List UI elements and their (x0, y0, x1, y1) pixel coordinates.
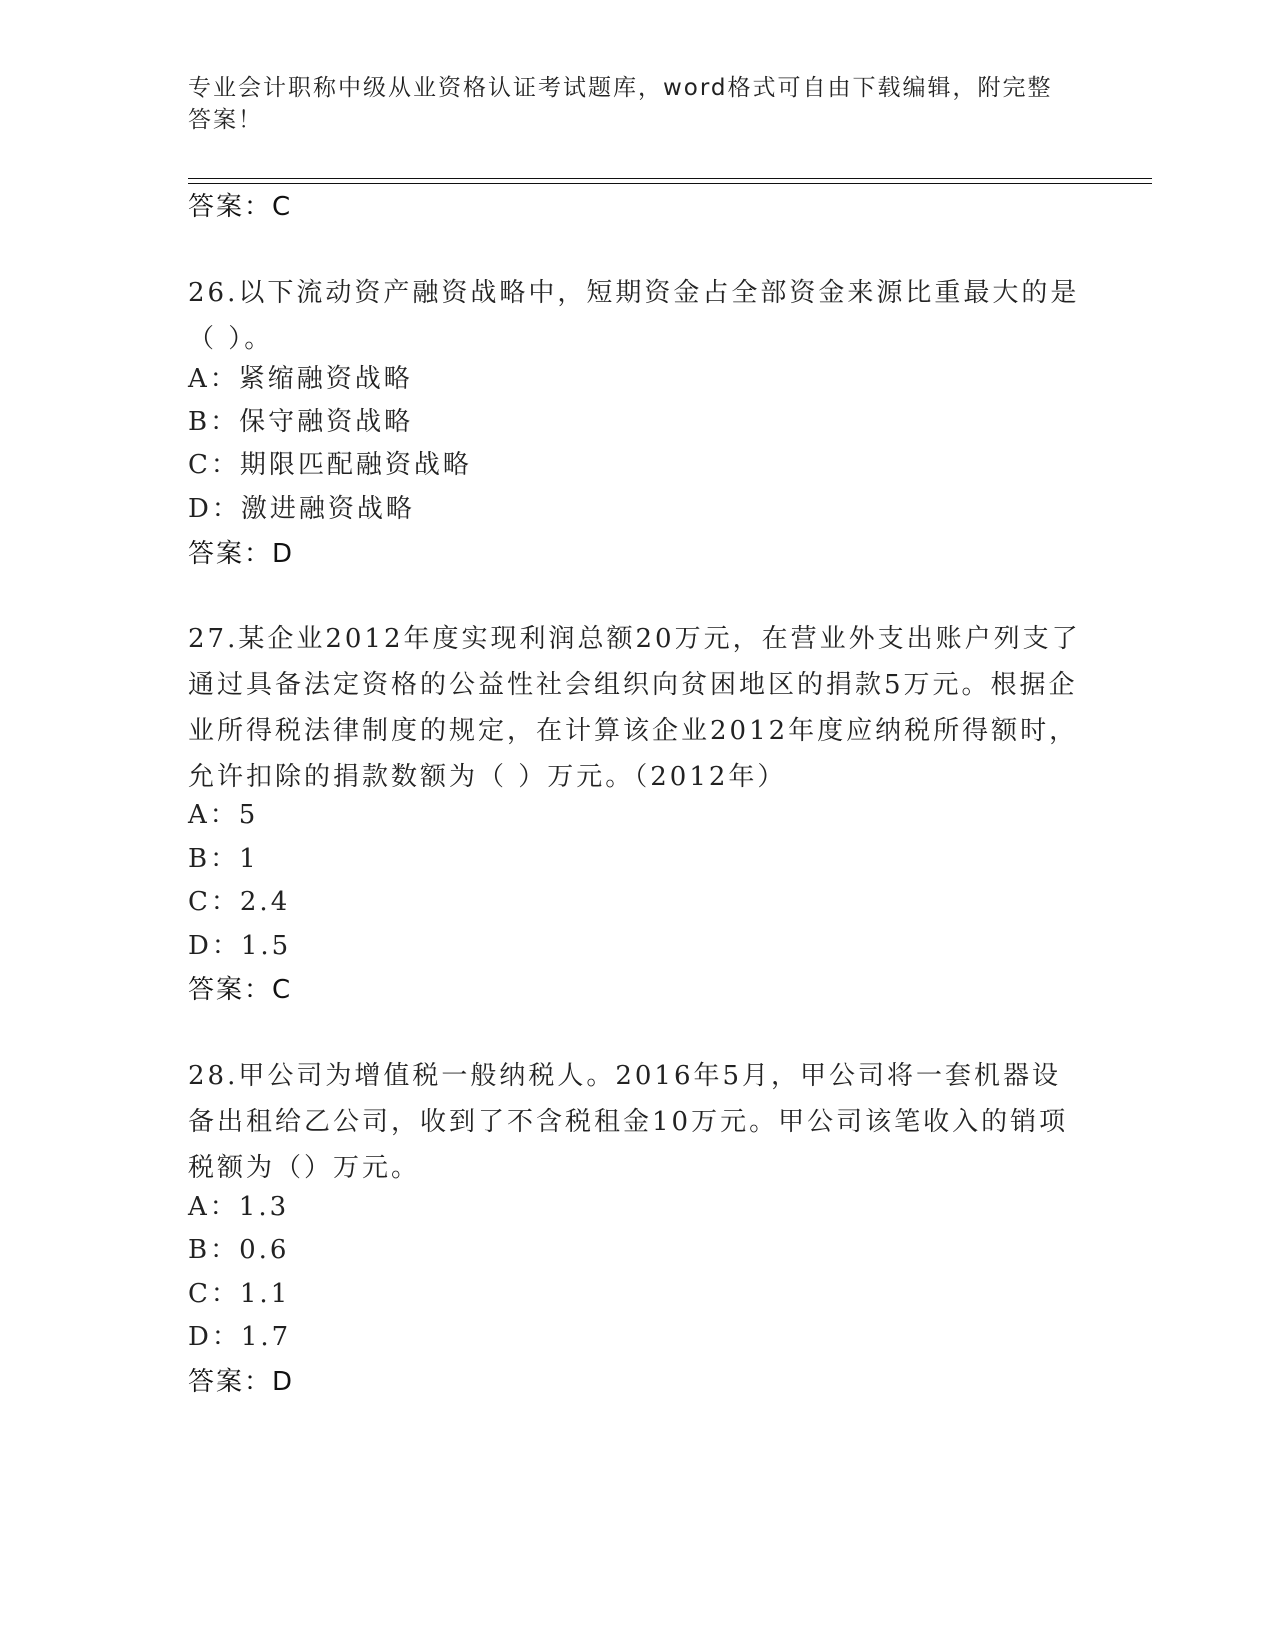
question-27-option-c: C：2.4 (188, 887, 291, 917)
question-26-option-c: C：期限匹配融资战略 (188, 450, 472, 480)
question-26-text: 26.以下流动资产融资战略中，短期资金占全部资金来源比重最大的是（ ）。 (188, 278, 1080, 354)
header-note: 专业会计职称中级从业资格认证考试题库，word格式可自由下载编辑，附完整答案！ (188, 75, 1053, 133)
question-27-text: 27.某企业2012年度实现利润总额20万元，在营业外支出账户列支了通过具备法定资格的公益性社会组织向贫困地区的捐款5万元。根据企业所得税法律制度的规定，在计算该企业2012年度应纳税所得额时，允许扣除的捐款数额为（ ）万元。（2012年） (188, 624, 1081, 792)
question-28-option-a: A：1.3 (188, 1192, 290, 1222)
question-27-option-b: B：1 (188, 844, 259, 874)
question-27-answer: 答案：C (188, 975, 293, 1005)
question-27-option-d: D：1.5 (188, 931, 292, 961)
question-26-option-d: D：激进融资战略 (188, 494, 415, 524)
header-rule-top (188, 178, 1152, 179)
header-rule-bottom (188, 183, 1152, 184)
question-26-option-b: B：保守融资战略 (188, 407, 414, 437)
question-26-option-a: A：紧缩融资战略 (188, 364, 413, 394)
question-28-option-d: D：1.7 (188, 1322, 292, 1352)
question-26-answer: 答案：D (188, 539, 295, 569)
question-27-option-a: A：5 (188, 800, 259, 830)
question-28-option-c: C：1.1 (188, 1279, 291, 1309)
question-28-text: 28.甲公司为增值税一般纳税人。2016年5月，甲公司将一套机器设备出租给乙公司，收到了不含税租金10万元。甲公司该笔收入的销项税额为（）万元。 (188, 1061, 1069, 1183)
question-28-answer: 答案：D (188, 1367, 295, 1397)
question-28-option-b: B：0.6 (188, 1235, 290, 1265)
answer-previous: 答案：C (188, 192, 293, 222)
